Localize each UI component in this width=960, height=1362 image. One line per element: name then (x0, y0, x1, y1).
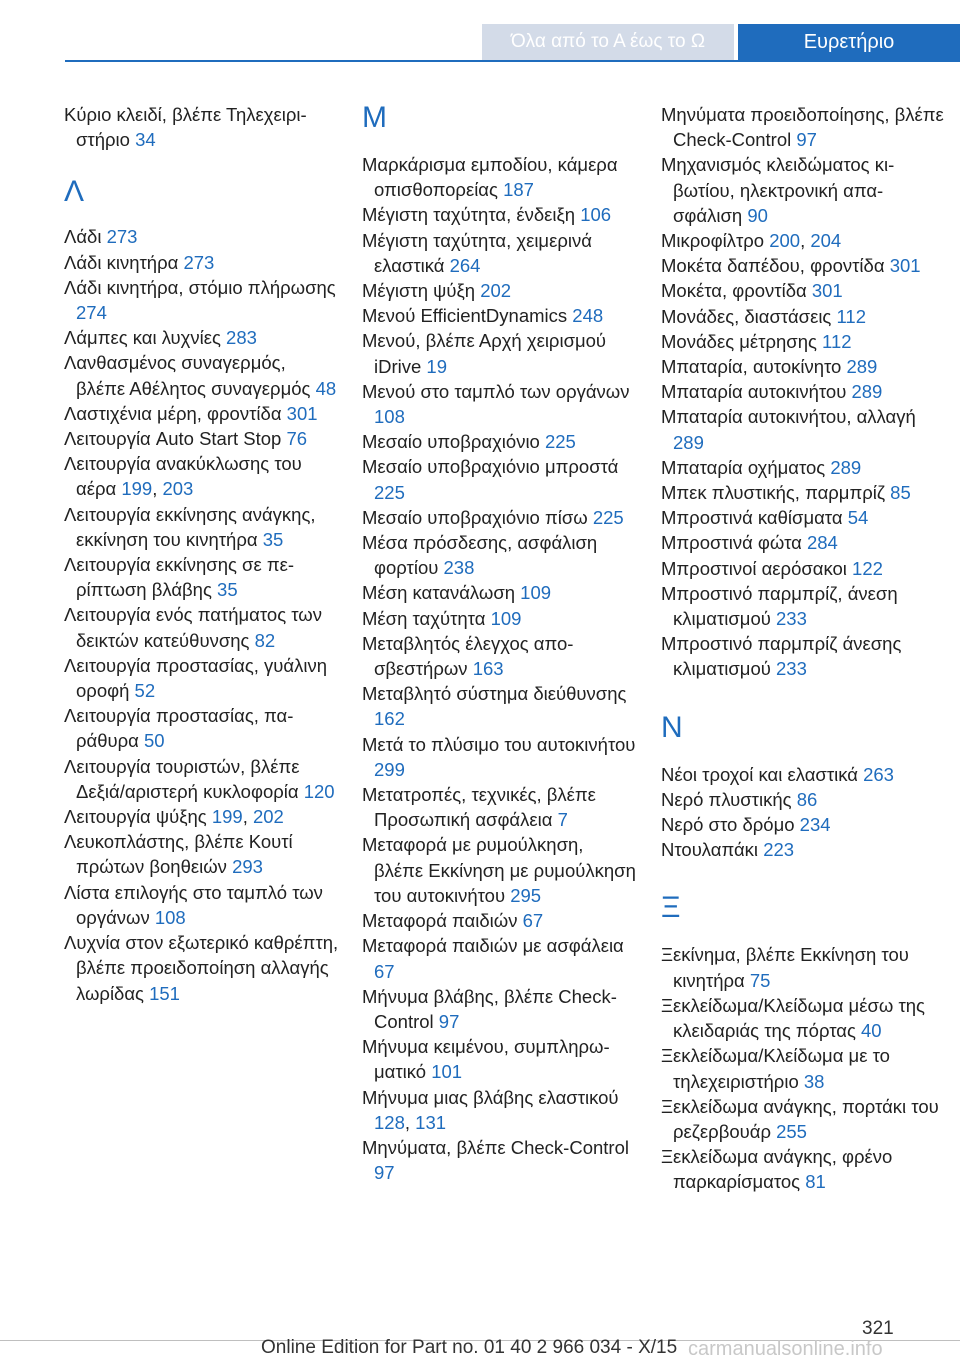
index-entry (661, 812, 946, 837)
index-entry (661, 837, 946, 862)
index-entry (362, 328, 637, 378)
index-entry (362, 202, 637, 227)
entry-text: Μήνυμα κειμένου, συμπληρωματικό (362, 1036, 610, 1083)
index-entry (661, 480, 946, 505)
entry-text: Λευκοπλάστης, βλέπε Κουτί πρώτων βοηθειών (64, 831, 293, 878)
entry-text: Μέγιστη ταχύτητα, χειμερινά ελαστικά (362, 229, 592, 276)
page-link[interactable]: 108 (154, 906, 186, 928)
page-link[interactable]: 248 (572, 305, 604, 327)
index-entry (64, 224, 339, 249)
page-link[interactable]: 199 (121, 478, 153, 500)
entry-text: Μήνυμα μιας βλάβης ελαστικού (362, 1086, 619, 1108)
page-link[interactable]: 108 (374, 406, 405, 428)
page-link[interactable]: 35 (217, 579, 238, 601)
index-entry: Λειτουργία ψύξης 199, 202 (64, 806, 284, 828)
page-link[interactable]: 283 (226, 327, 257, 349)
page-link[interactable]: 112 (836, 305, 866, 327)
page-link[interactable]: 289 (673, 431, 704, 453)
page-link[interactable]: 187 (503, 179, 534, 201)
page-link[interactable]: 202 (480, 280, 512, 302)
entry-text: Μετατροπές, τεχνικές, βλέπε Προσωπική ασφάλεια (362, 784, 596, 831)
entry-text: Μετά το πλύσιμο του αυτοκινήτου (362, 733, 636, 755)
page-link[interactable]: 109 (490, 607, 522, 629)
entry-text: Μηνύματα, βλέπε Check-Control (362, 1136, 629, 1158)
entry-text: Μπροστινά καθίσματα (661, 507, 848, 529)
index-entry (661, 762, 946, 787)
page-link[interactable]: 19 (426, 355, 447, 377)
page-link[interactable]: 38 (803, 1070, 825, 1092)
page-link[interactable]: 75 (749, 969, 771, 991)
page-number: 321 (862, 1318, 894, 1339)
entry-text: Μοκέτα, φροντίδα (661, 280, 812, 302)
entry-text: Μέση κατανάλωση (362, 582, 521, 604)
index-entry (64, 502, 339, 552)
index-entry (362, 454, 637, 504)
entry-text: Μπροστινά φώτα (661, 532, 807, 554)
page-link[interactable]: 86 (796, 788, 818, 810)
index-entry (362, 832, 637, 908)
index-entry (362, 984, 637, 1034)
index-entry (661, 379, 946, 404)
index-entry (661, 530, 946, 555)
index-column-3 (661, 102, 946, 1195)
page-link[interactable]: 263 (863, 763, 894, 785)
entry-text: Μπαταρία, αυτοκίνητο (661, 356, 847, 378)
index-entry (661, 152, 946, 228)
page-link[interactable]: 289 (846, 356, 878, 378)
entry-text: Λίστα επιλογής στο ταμπλό των οργάνων (64, 881, 323, 928)
entry-text: Λάμπες και λυχνίες (64, 327, 227, 349)
page-link[interactable]: 122 (852, 557, 883, 579)
page-link[interactable]: 50 (143, 730, 165, 752)
entry-text: Μεταφορά παιδιών (362, 910, 523, 932)
index-entry (661, 102, 946, 152)
page-link[interactable]: 67 (522, 910, 544, 932)
page-link[interactable]: 109 (520, 582, 552, 604)
index-entry (362, 429, 637, 454)
page-link[interactable]: 223 (763, 839, 795, 861)
page-link[interactable]: 112 (822, 330, 852, 352)
index-entry (362, 782, 637, 832)
index-entry (64, 653, 339, 703)
entry-text: Λανθασμένος συναγερμός, βλέπε Αθέλητος συναγερμός (64, 352, 316, 399)
index-entry (362, 303, 637, 328)
entry-text: Μικροφίλτρο (661, 230, 770, 252)
page-link[interactable]: 101 (431, 1061, 463, 1083)
index-entry (362, 606, 637, 631)
entry-text: Μεσαίο υποβραχιόνιο μπροστά (362, 456, 619, 478)
page-link[interactable]: 234 (799, 814, 831, 836)
index-entry (362, 681, 637, 731)
entry-text: Μπροστινοί αερόσακοι (661, 557, 853, 579)
page-link[interactable]: 106 (580, 204, 612, 226)
page-link[interactable]: 289 (851, 381, 883, 403)
index-entry (64, 880, 339, 930)
page-link[interactable]: 293 (232, 856, 263, 878)
page-link[interactable]: 97 (438, 1010, 460, 1032)
watermark-text: carmanualsonline.info (688, 1338, 883, 1360)
entry-text: Μοκέτα δαπέδου, φροντίδα (661, 255, 890, 277)
index-entry (661, 354, 946, 379)
index-entry (64, 275, 339, 325)
index-column-1 (64, 102, 339, 1006)
entry-text: Νερό πλυστικής (661, 788, 797, 810)
entry-text: Ξεκλείδωμα/Κλείδωμα με το τηλεχειριστήριο (661, 1045, 890, 1092)
entry-text: Μπεκ πλυστικής, παρμπρίζ (661, 482, 891, 504)
index-entry (661, 942, 946, 992)
page-link[interactable]: 54 (847, 507, 869, 529)
entry-text: Λειτουργία προστασίας, παράθυρα (64, 705, 294, 752)
index-entry (362, 908, 637, 933)
index-entry (362, 152, 637, 202)
entry-text: Μεταφορά με ρυμούλκηση, βλέπε Εκκίνηση με ρυμούλκηση του αυτοκινήτου (362, 834, 636, 906)
index-entry (362, 505, 637, 530)
index-entry (64, 350, 339, 400)
entry-text: Μεταβλητό σύστημα διεύθυνσης (362, 683, 627, 705)
page-link[interactable]: 233 (776, 608, 807, 630)
page-link[interactable]: 52 (134, 680, 156, 702)
entry-text: Νέοι τροχοί και ελαστικά (661, 763, 864, 785)
page-link[interactable]: 48 (315, 377, 337, 399)
entry-text: Ξεκλείδωμα/Κλείδωμα μέσω της κλειδαριάς της πόρτας (661, 994, 925, 1042)
index-entry (661, 787, 946, 812)
page-link[interactable]: 301 (889, 255, 921, 277)
page-link[interactable]: 299 (374, 758, 405, 780)
page-header (0, 0, 960, 62)
entry-text: Μενού, βλέπε Αρχή χειρισμού iDrive (362, 330, 607, 377)
letter-heading: Ξ (661, 891, 681, 925)
index-entry (64, 426, 339, 451)
page-link[interactable]: 34 (135, 129, 156, 151)
entry-text: Κύριο κλειδί, βλέπε Τηλεχειριστήριο (64, 104, 307, 151)
index-entry (64, 401, 339, 426)
index-entry (64, 703, 339, 753)
index-entry (661, 455, 946, 480)
page-link[interactable]: 151 (149, 982, 180, 1004)
page-link[interactable]: 225 (592, 506, 624, 528)
page-link[interactable]: 238 (443, 557, 475, 579)
entry-text: Λειτουργία εκκίνησης ανάγκης, εκκίνηση του κινητήρα (64, 503, 316, 550)
entry-text: Μηνύματα προειδοποίησης, βλέπε Check-Control (661, 104, 944, 151)
entry-text: Λειτουργία προστασίας, γυάλινη οροφή (64, 654, 328, 702)
page-link[interactable]: 273 (183, 251, 215, 273)
page-link[interactable]: 90 (747, 204, 768, 226)
page-link[interactable]: 274 (76, 302, 107, 324)
page-link[interactable]: 97 (374, 1162, 395, 1184)
entry-text: Μεσαίο υποβραχιόνιο (362, 431, 545, 453)
page-link[interactable]: 284 (806, 532, 838, 554)
entry-text: Μηχανισμός κλειδώματος κιβωτίου, ηλεκτρονική απασφάλιση (661, 154, 895, 226)
header-rule (65, 60, 960, 62)
page-link[interactable]: 203 (162, 478, 194, 500)
page-link[interactable]: 264 (449, 254, 481, 276)
entry-text: Μπροστινό παρμπρίζ, άνεση κλιματισμού (661, 582, 898, 630)
index-entry (661, 631, 946, 681)
entry-text: Λειτουργία εκκίνησης σε περίπτωση βλάβης (64, 554, 295, 601)
page-link[interactable]: 289 (830, 456, 862, 478)
section-tab[interactable]: Όλα από το Α έως το Ω (482, 24, 734, 60)
page-link[interactable]: 200 (769, 230, 801, 252)
index-entry (64, 102, 339, 152)
index-entry (362, 1135, 637, 1185)
entry-text: Νερό στο δρόμο (661, 814, 800, 836)
index-entry (362, 379, 637, 429)
entry-text: Λειτουργία ψύξης (64, 806, 212, 828)
entry-text: Μενού στο ταμπλό των οργάνων (362, 380, 630, 402)
index-entry (362, 1034, 637, 1084)
index-column-2 (362, 102, 637, 1185)
entry-text: Μονάδες, διαστάσεις (661, 305, 837, 327)
entry-text: Λειτουργία ενός πατήματος των δεικτών κατεύθυνσης (64, 604, 323, 651)
index-entry (661, 993, 946, 1043)
index-entry (64, 754, 339, 804)
page-link[interactable]: 162 (374, 708, 405, 730)
index-entry (362, 228, 637, 278)
entry-text: Μπαταρία αυτοκινήτου (661, 381, 852, 403)
entry-text: Μαρκάρισμα εμποδίου, κάμερα οπισθοπορείας (362, 154, 618, 201)
page-link[interactable]: 97 (796, 129, 817, 151)
index-entry (661, 304, 946, 329)
index-entry (64, 829, 339, 879)
entry-text: Μενού EfficientDynamics (362, 305, 573, 327)
page-link[interactable]: 255 (776, 1120, 807, 1142)
index-entry (661, 404, 946, 454)
entry-text: Λειτουργία τουριστών, βλέπε Δεξιά/αριστερή κυκλοφορία (64, 755, 304, 802)
index-entry (64, 602, 339, 652)
index-entry: Λειτουργία ανακύκλωσης του αέρα 199, 203 (64, 453, 302, 500)
page-link[interactable]: 204 (810, 230, 842, 252)
page-link[interactable]: 199 (211, 806, 243, 828)
entry-text: Μεταβλητός έλεγχος αποσβεστήρων (362, 632, 574, 680)
entry-text: Μεταφορά παιδιών με ασφάλεια (362, 935, 624, 957)
index-entry (661, 1094, 946, 1144)
index-entry (362, 580, 637, 605)
index-entry: Μήνυμα μιας βλάβης ελαστικού 128, 131 (362, 1086, 619, 1133)
page-link[interactable]: 7 (557, 809, 568, 831)
entry-text: Λειτουργία ανακύκλωσης του αέρα (64, 453, 302, 500)
index-entry (64, 250, 339, 275)
page-link[interactable]: 225 (544, 431, 576, 453)
entry-text: Λάδι (64, 226, 107, 248)
page-link[interactable]: 40 (861, 1020, 882, 1042)
page-link[interactable]: 301 (811, 280, 843, 302)
entry-text: Μέγιστη ταχύτητα, ένδειξη (362, 204, 581, 226)
entry-text: Μέσα πρόσδεσης, ασφάλιση φορτίου (362, 532, 598, 579)
index-entry (362, 530, 637, 580)
index-entry: Μικροφίλτρο 200, 204 (661, 230, 842, 252)
index-entry (661, 1144, 946, 1194)
letter-heading: Λ (64, 175, 85, 209)
page-link[interactable]: 128 (374, 1111, 405, 1133)
page-link[interactable]: 163 (472, 658, 504, 680)
page-link[interactable]: 273 (106, 226, 138, 248)
entry-text: Λυχνία στον εξωτερικό καθρέπτη, βλέπε προειδοποίηση αλλαγής λωρίδας (64, 932, 339, 1004)
page-link[interactable]: 120 (303, 780, 335, 802)
page-link[interactable]: 81 (805, 1171, 826, 1193)
entry-text: Λάδι κινητήρα (64, 251, 184, 273)
entry-text: Μπαταρία αυτοκινήτου, αλλαγή (661, 406, 916, 428)
index-entry (362, 278, 637, 303)
page-link[interactable]: 131 (415, 1111, 447, 1133)
index-entry (64, 552, 339, 602)
entry-text: Λειτουργία Auto Start Stop (64, 428, 287, 450)
page-link[interactable]: 67 (374, 960, 395, 982)
page-link[interactable]: 76 (286, 428, 308, 450)
entry-text: Μεσαίο υποβραχιόνιο πίσω (362, 506, 593, 528)
page-link[interactable]: 295 (510, 884, 542, 906)
entry-text: Ντουλαπάκι (661, 839, 764, 861)
page-link[interactable]: 202 (252, 806, 284, 828)
index-entry (661, 1043, 946, 1093)
entry-text: Λαστιχένια μέρη, φροντίδα (64, 402, 287, 424)
page-link[interactable]: 225 (374, 481, 405, 503)
entry-text: Ξεκίνημα, βλέπε Εκκίνηση του κινητήρα (661, 944, 909, 991)
index-tab[interactable]: Ευρετήριο (738, 24, 960, 60)
index-entry (362, 933, 637, 983)
index-entry (362, 631, 637, 681)
letter-heading: Μ (362, 101, 387, 134)
entry-text: Ξεκλείδωμα ανάγκης, πορτάκι του ρεζερβουάρ (661, 1095, 939, 1142)
entry-text: Μπροστινό παρμπρίζ άνεσης κλιματισμού (661, 633, 902, 680)
index-entry (661, 505, 946, 530)
edition-text: Online Edition for Part no. 01 40 2 966 034 - X/15 (261, 1337, 678, 1358)
entry-text: Μέγιστη ψύξη (362, 280, 481, 302)
page-link[interactable]: 85 (890, 482, 911, 504)
entry-text: Μήνυμα βλάβης, βλέπε Check-Control (362, 985, 617, 1032)
index-entry (661, 278, 946, 303)
index-entry (64, 930, 339, 1006)
entry-text: Λάδι κινητήρα, στόμιο πλήρωσης (64, 276, 336, 298)
letter-heading: Ν (661, 710, 683, 744)
entry-text: Μονάδες μέτρησης (661, 330, 823, 352)
index-entry (661, 253, 946, 278)
index-entry (64, 325, 339, 350)
page-link[interactable]: 35 (262, 528, 284, 550)
entry-text: Μπαταρία οχήματος (661, 456, 831, 478)
entry-text: Ξεκλείδωμα ανάγκης, φρένο παρκαρίσματος (661, 1146, 893, 1193)
index-entry (661, 556, 946, 581)
index-entry (661, 581, 946, 631)
page-link[interactable]: 301 (286, 402, 318, 424)
page-link[interactable]: 233 (776, 658, 807, 680)
index-entry (661, 329, 946, 354)
entry-text: Μέση ταχύτητα (362, 607, 491, 629)
page-link[interactable]: 82 (254, 629, 276, 651)
index-entry (362, 732, 637, 782)
